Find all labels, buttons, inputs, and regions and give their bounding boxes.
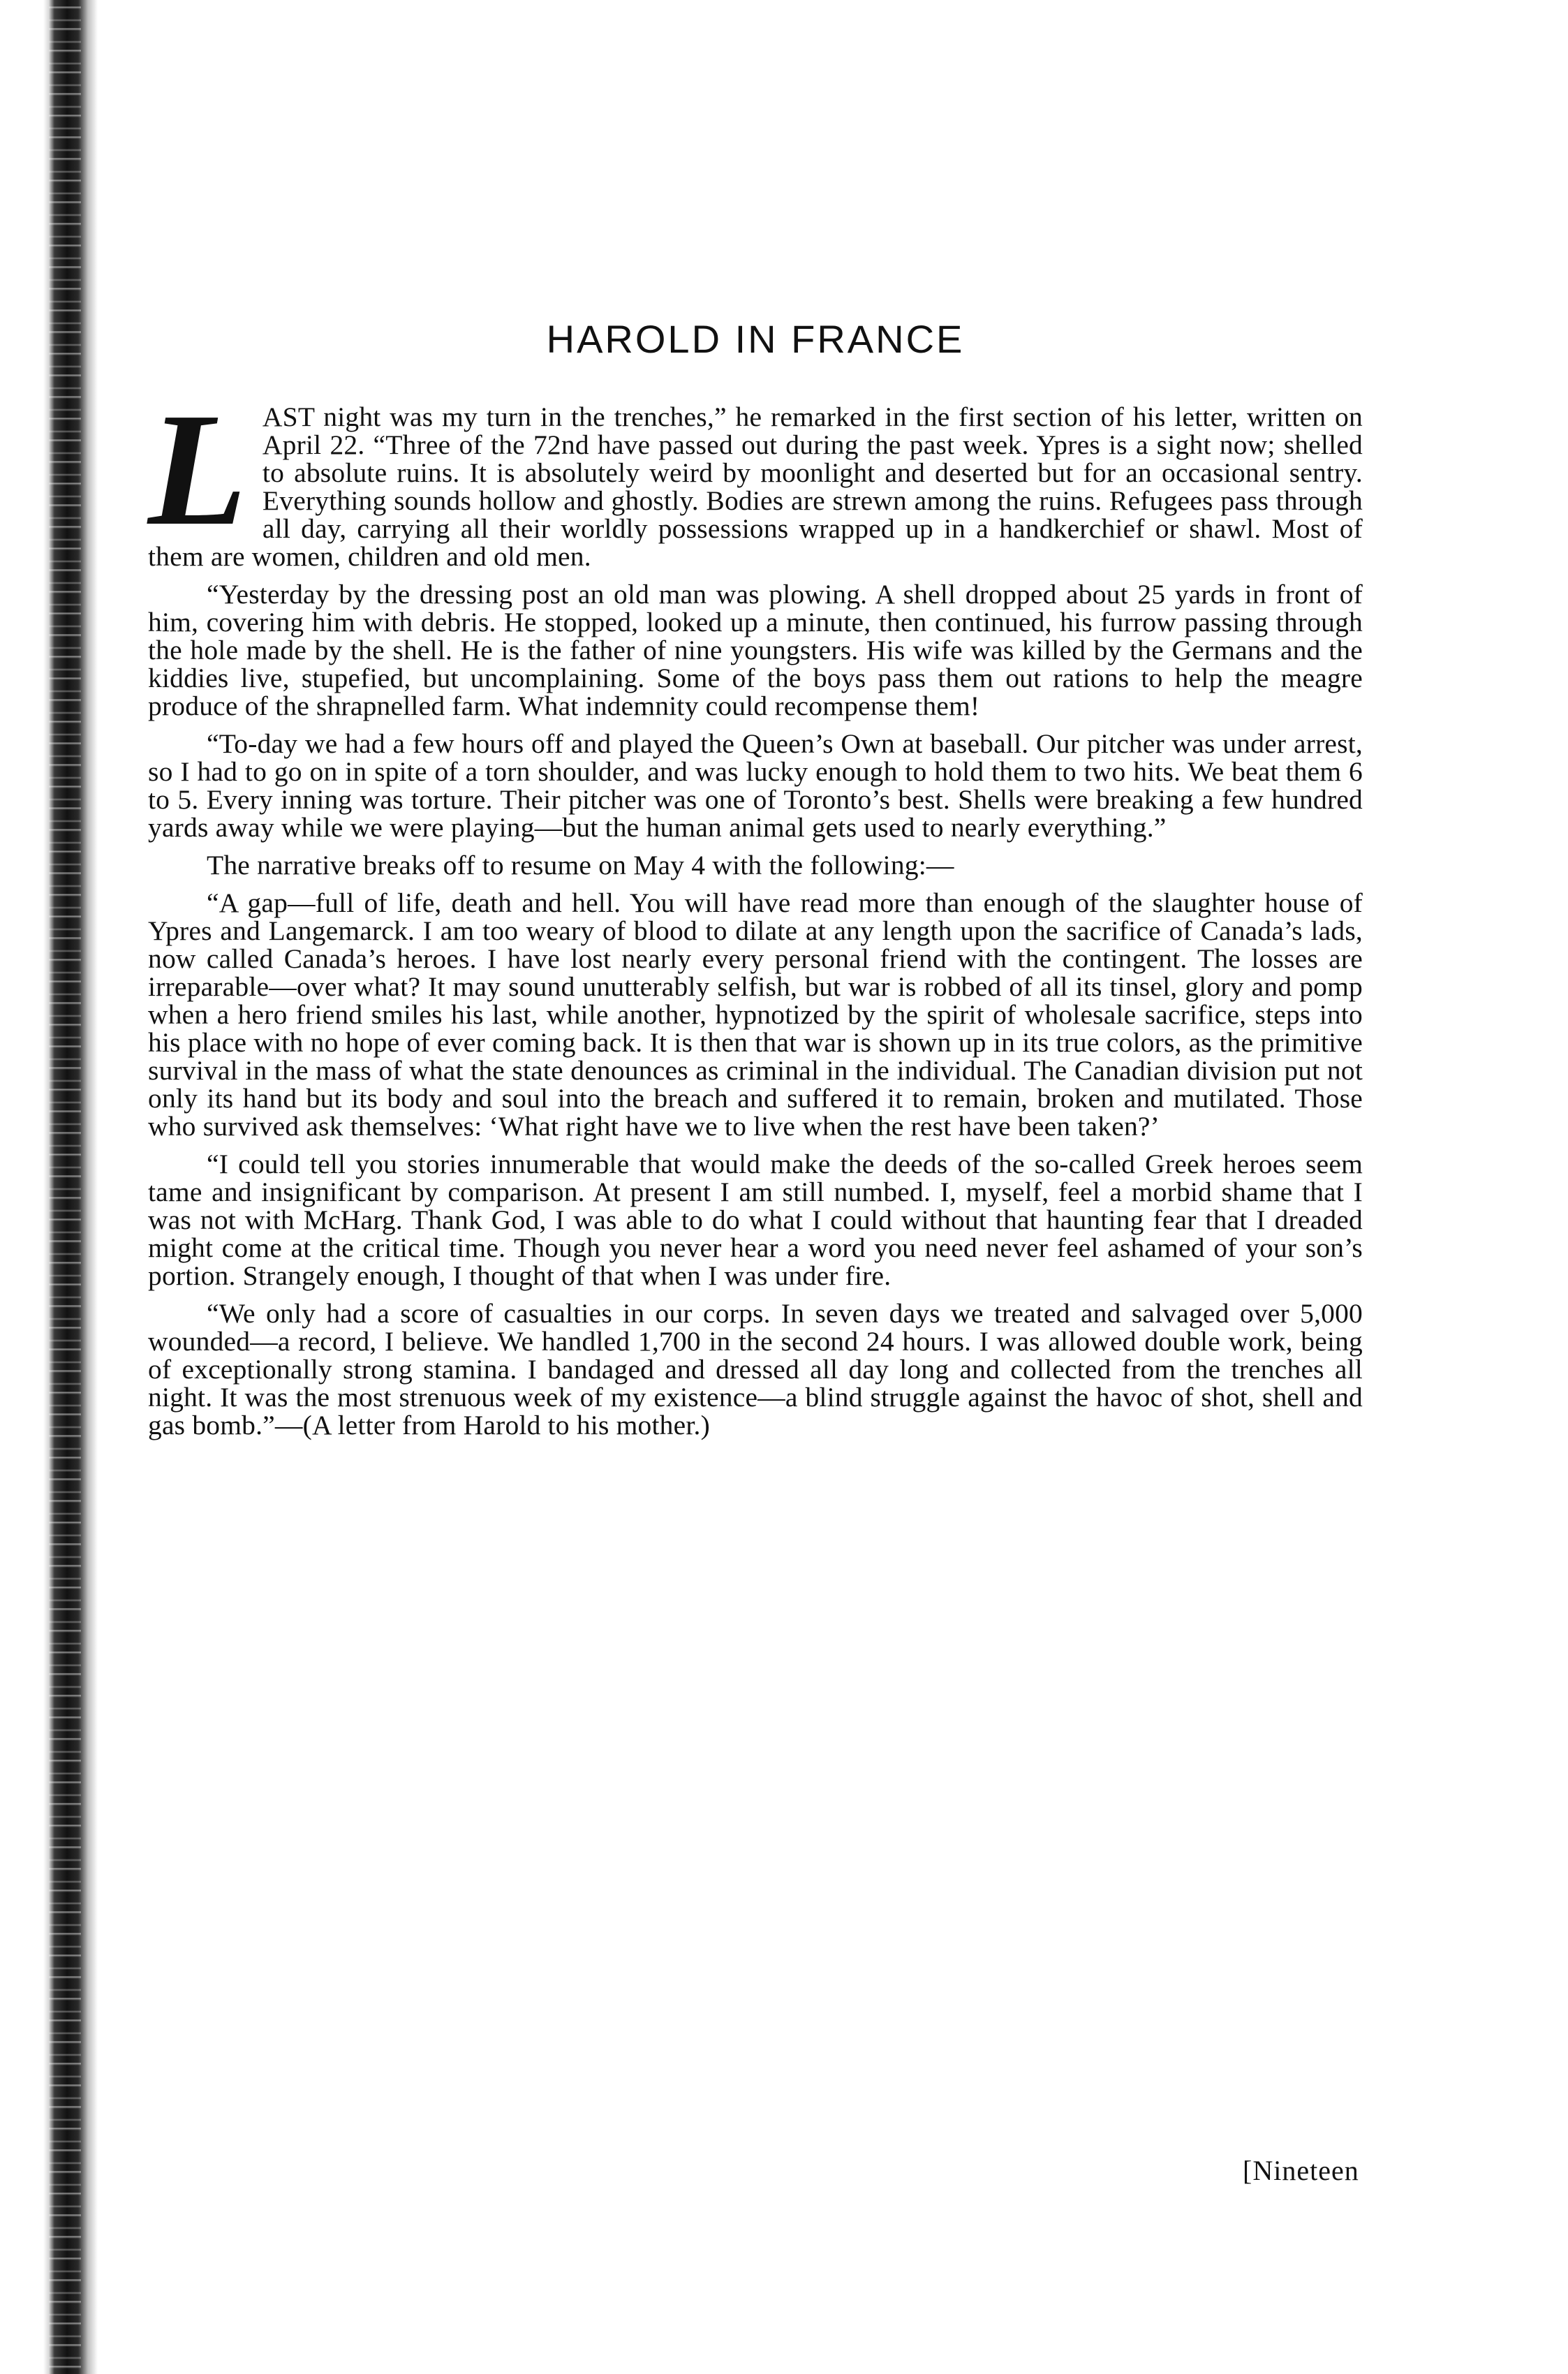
article — [148, 318, 1363, 1449]
paragraph-7: “We only had a score of casualties in our corps. In seven days we treated and salvaged over 5,000 wounded—a record, I believe. We handled 1,700 in the second 24 hours. I was allowed double work, being of exceptionally strong stamina. I bandaged and dressed all day long and collected from the trenches all night. It was the most strenuous week of my existence—a blind struggle against the havoc of shot, shell and gas bomb.”—(A letter from Harold to his mother.) — [148, 1297, 1363, 1440]
paragraph-6: “I could tell you stories innumerable that would make the deeds of the so-called Greek heroes seem tame and insignificant by comparison. At present I am still numbed. I, myself, feel a morbid shame that I was not with McHarg. Thank God, I was able to do what I could without that haunting fear that I dreaded might come at the critical time. Though you never hear a word you need never feel ashamed of your son’s portion. Strangely enough, I thought of that when I was under fire. — [148, 1148, 1363, 1291]
paragraph-1 — [148, 379, 1363, 572]
paragraph-4: The narrative breaks off to resume on May 4 with the following:— — [207, 849, 954, 880]
paragraph-1-text: AST night was my turn in the trenches,” he remarked in the first section of his letter, written on April 22. “Three of the 72nd have passed out during the past week. Ypres is a sight now; shelled to absolute ruins. It is absolutely weird by moonlight and deserted but for an occasional sentry. Everything sounds hollow and ghostly. Bodies are strewn among the ruins. Refugees pass through all day, carrying all their worldly possessions wrapped up in a handkerchief or shawl. Most of them are women, children and old men. — [148, 401, 1363, 572]
binding-edge — [0, 0, 105, 2374]
article-title: HAROLD IN FRANCE — [546, 317, 965, 361]
drop-cap: L — [148, 379, 247, 559]
paragraph-2: “Yesterday by the dressing post an old man was plowing. A shell dropped about 25 yards in front of him, covering him with debris. He stopped, looked up a minute, then continued, his furrow passing through the hole made by the shell. He is the father of nine youngsters. His wife was killed by the Germans and the kiddies live, stupefied, but uncomplaining. Some of the boys pass them out rations to help the meagre produce of the shrapnelled farm. What indemnity could recompense them! — [148, 578, 1363, 721]
page-number-footer: [Nineteen — [1243, 2155, 1359, 2186]
paragraph-3: “To-day we had a few hours off and played the Queen’s Own at baseball. Our pitcher was under arrest, so I had to go on in spite of a torn shoulder, and was lucky enough to hold them to two hits. We beat them 6 to 5. Every inning was torture. Their pitcher was one of Toronto’s best. Shells were breaking a few hundred yards away while we were playing—but the human animal gets used to nearly everything.” — [148, 728, 1363, 843]
paragraph-5: “A gap—full of life, death and hell. You will have read more than enough of the slaughter house of Ypres and Langemarck. I am too weary of blood to dilate at any length upon the sacrifice of Canada’s lads, now called Canada’s heroes. I have lost nearly every personal friend with the contingent. The losses are irreparable—over what? It may sound unutterably selfish, but war is robbed of all its tinsel, glory and pomp when a hero friend smiles his last, while another, hypnotized by the spirit of wholesale sacrifice, steps into his place with no hope of ever coming back. It is then that war is shown up in its true colors, as the primitive survival in the mass of what the state denounces as criminal in the individual. The Canadian division put not only its hand but its body and soul into the breach and suffered it to remain, broken and mutilated. Those who survived ask themselves: ‘What right have we to live when the rest have been taken?’ — [148, 887, 1363, 1142]
